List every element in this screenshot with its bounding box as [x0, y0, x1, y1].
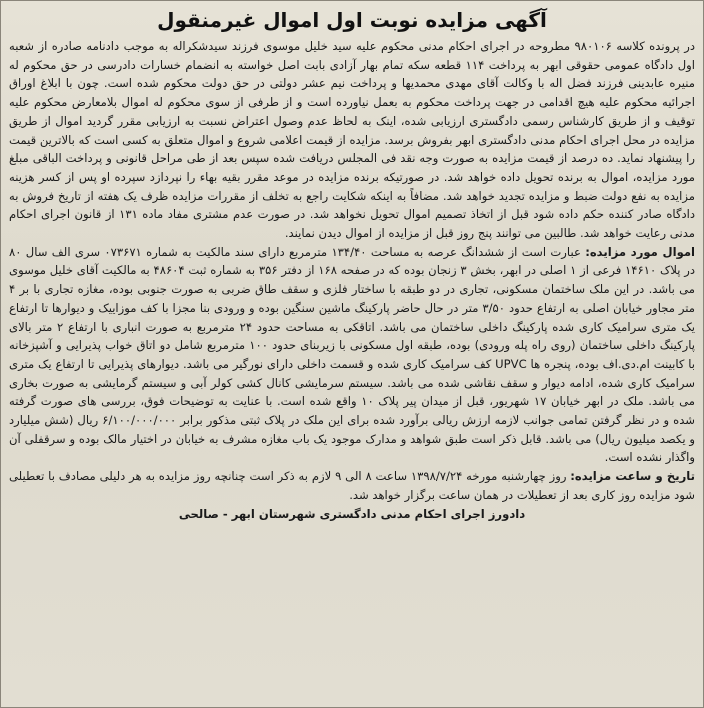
intro-paragraph: در پرونده کلاسه ۹۸۰۱۰۶ مطروحه در اجرای احکام مدنی محکوم علیه سید خلیل موسوی فرزند سیدشکراله به موجب دادنامه صادره از شعبه اول دادگاه عمومی حقوقی ابهر به پرداخت ۱۱۴ قطعه سکه تمام بهار آزادی بابت اصل خواسته به انضمام خسارات دادرسی در حق محکوم له منیره عابدینی فرزند فضل اله با وکالت آقای مهدی محمدیها و پرداخت نیم عشر دولتی در حق دولت محکوم شده است. چون با ابلاغ اوراق اجرائیه محکوم علیه هیچ اقدامی در جهت پرداخت محکوم به بعمل نیاورده است و از طرفی از سوی محکوم له اموال بلامعارض محکوم علیه توقیف و از طریق کارشناس رسمی دادگستری ارزیابی شده، اینک به لحاظ عدم وصول اعتراض نسبت به ارزیابی مقرر گردید اموال از طریق مزایده در محل اجرای احکام مدنی دادگستری ابهر بفروش برسد. مزایده از قیمت اعلامی شروع و اموال متعلق به کسی است که بالاترین قیمت را پیشنهاد نماید. ده درصد از قیمت مزایده به صورت وجه نقد فی المجلس دریافت شده سپس بعد از طی مراحل قانونی و پرداخت الباقی مبلغ مورد مزایده، اموال به برنده تحویل داده خواهد شد. در صورتیکه برنده مزایده در موعد مقرر بقیه بهاء را نپردازد سپرده او پس از کسر هزینه مزایده به نفع دولت ضبط و مزایده تجدید خواهد شد. مضافاً به اینکه شکایت راجع به تخلف از مقررات مزایده ظرف یک هفته از تاریخ فروش به دادگاه صادر کننده حکم داده شود قبل از اتخاذ تصمیم اموال تحویل نخواهد شد. در صورت عدم مشتری مفاد ماده ۱۳۱ از قانون اجرای احکام مدنی رعایت خواهد شد. طالبین می توانند پنج روز قبل از مزایده از اموال دیدن نمایند. [9, 39, 696, 241]
date-label: تاریخ و ساعت مزایده: [570, 469, 696, 484]
property-text: عبارت است از ششدانگ عرصه به مساحت ۱۳۴/۴۰ مترمربع دارای سند مالکیت به شماره ۰۷۳۶۷۱ سری الف سال ۸۰ در پلاک ۱۴۶۱۰ فرعی از ۱ اصلی در ابهر، بخش ۳ زنجان بوده که در صفحه ۱۶۸ از دفتر ۳۵۶ به شماره ثبت ۴۸۶۰۴ به مالکیت آقای خلیل موسوی می باشد. در این ملک ساختمان مسکونی، تجاری در دو طبقه با ساختار فلزی و سقف طاق ضربی به صورت جنوبی بوده، مغازه تجاری با بر ۴ متر مجاور خیابان اصلی به ارتفاع حدود ۳/۵۰ متر در حال حاضر پارکینگ ماشین سنگین بوده و ورودی بنا مجزا با کف موزاییک و دیوارها تا ارتفاع یک متری سرامیک کاری شده پارکینگ داخلی ساختمان می باشد. اتاقکی به مساحت حدود ۲۴ مترمربع به صورت انباری با ارتفاع ۲ متر بالای پارکینگ داخلی ساختمان (روی راه پله ورودی) بوده، طبقه اول مسکونی با زیربنای حدود ۱۰۰ مترمربع شامل دو اتاق خواب پذیرایی و آشپزخانه با کابینت ام.دی.اف بوده، پنجره ها UPVC کف سرامیک کاری شده و قسمت داخلی دارای نورگیر می باشد. دیوارهای پذیرایی تا ارتفاع یک متری سرامیک کاری شده، ادامه دیوار و سقف نقاشی شده می باشد. سیستم سرمایشی کانال کشی کولر آبی و سیستم گرمایشی به صورت بخاری می باشد. ملک در ابهر خیابان ۱۷ شهریور، قبل از میدان پیر پلاک ۱۰ واقع شده است. با عنایت به توضیحات فوق، بررسی های صورت گرفته شده و در نظر گرفتن تمامی جوانب لازمه ارزش ریالی برآورد شده برای این ملک در پلاک ثبتی مذکور برابر ۶/۱۰۰/۰۰۰/۰۰۰ ریال (شش میلیارد و یکصد میلیون ریال) می باشد. قابل ذکر است طبق شواهد و مدارک موجود یک باب مغازه مشرف به خیابان در اختیار مالک بوده و سرقفلی آن واگذار نشده است. [9, 244, 696, 465]
notice-body [9, 37, 695, 523]
notice-title: آگهی مزایده نوبت اول اموال غیرمنقول [157, 8, 547, 32]
date-text: روز چهارشنبه مورخه ۱۳۹۸/۷/۲۴ ساعت ۸ الی ۹ لازم به ذکر است چنانچه روز مزایده به هر دلیلی مصادف با تعطیلی شود مزایده روز کاری بعد از تعطیلات در همان ساعت برگزار خواهد شد. [9, 469, 695, 502]
signature: دادورز اجرای احکام مدنی دادگستری شهرستان ابهر - صالحی [178, 506, 526, 521]
property-paragraph [9, 243, 695, 467]
date-paragraph [9, 467, 695, 504]
property-label: اموال مورد مزایده: [585, 244, 695, 259]
